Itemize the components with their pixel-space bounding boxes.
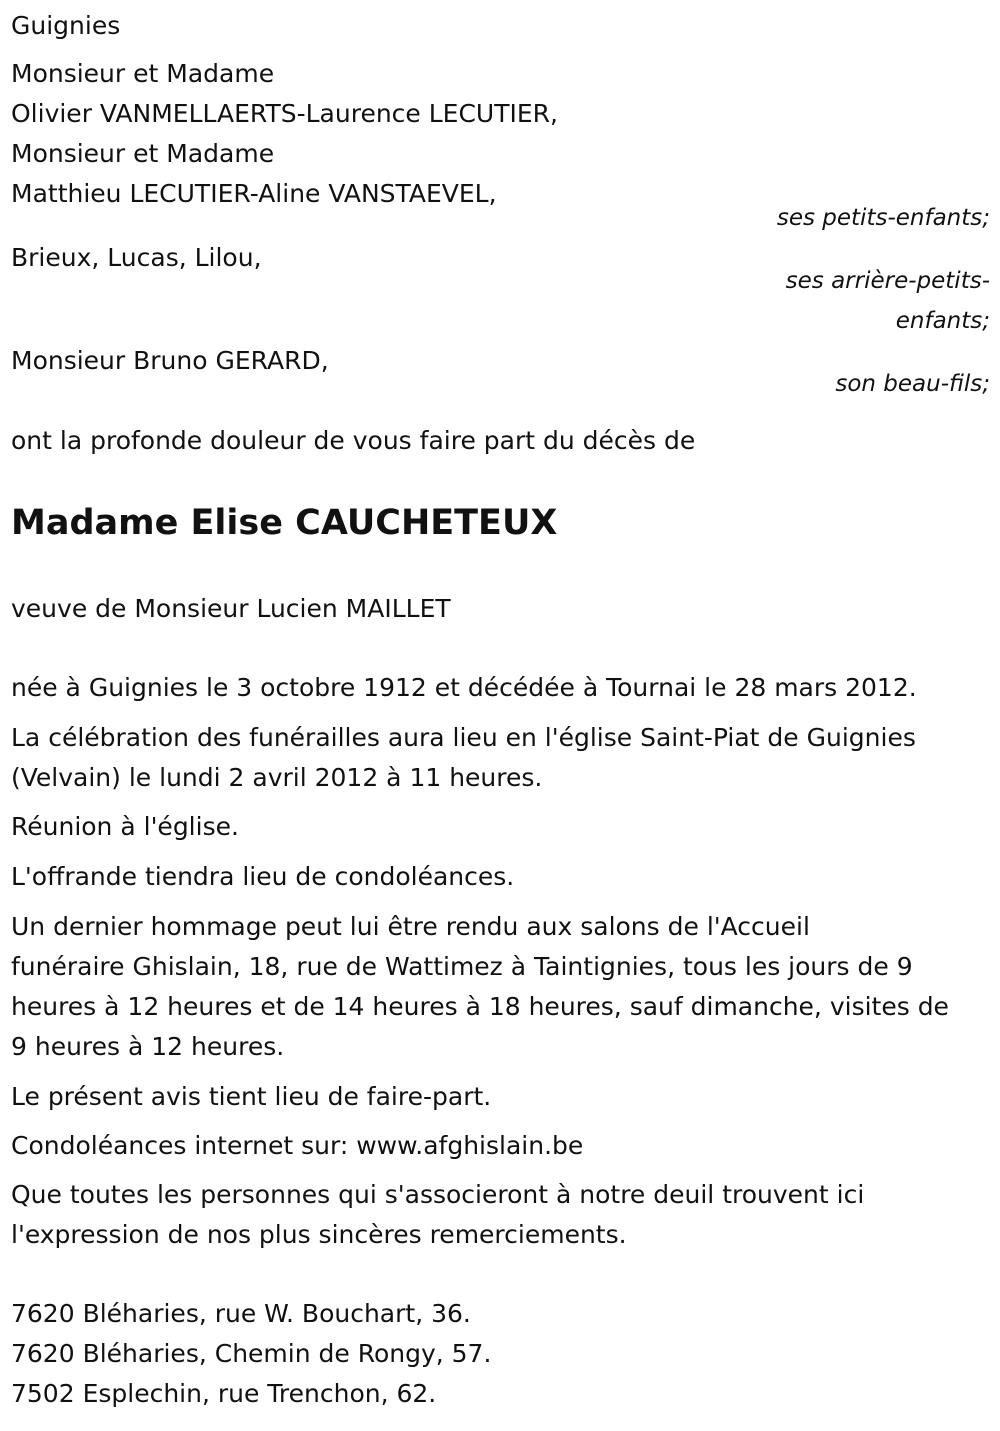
tribute-details [11, 907, 991, 1067]
widow-of: veuve de Monsieur Lucien MAILLET [11, 594, 451, 623]
family-line: Matthieu LECUTIER-Aline VANSTAEVEL, [11, 179, 497, 208]
son-in-law-role: son beau-fils; [835, 371, 990, 397]
son-in-law-name: Monsieur Bruno GERARD, [11, 346, 329, 375]
addresses-list [11, 1294, 491, 1414]
village-heading: Guignies [11, 11, 121, 40]
funeral-details [11, 718, 991, 798]
family-line: Monsieur et Madame [11, 59, 275, 88]
family-line: Olivier VANMELLAERTS-Laurence LECUTIER, [11, 99, 558, 128]
tribute-line: Un dernier hommage peut lui être rendu aux salons de l'Accueil [11, 912, 810, 941]
meeting-place: Réunion à l'église. [11, 812, 239, 841]
tribute-line: heures à 12 heures et de 14 heures à 18 heures, sauf dimanche, visites de [11, 992, 949, 1021]
great-grandchildren-role-line-1: ses arrière-petits- [785, 268, 990, 294]
great-grandchildren-role-line-2: enfants; [895, 308, 990, 334]
thanks-line: Que toutes les personnes qui s'associeront à notre deuil trouvent ici [11, 1180, 865, 1209]
funeral-line: La célébration des funérailles aura lieu en l'église Saint-Piat de Guignies [11, 723, 916, 752]
thanks-message [11, 1175, 991, 1255]
announcement-intro: ont la profonde douleur de vous faire part du décès de [11, 426, 696, 455]
notice-text: Le présent avis tient lieu de faire-part. [11, 1082, 492, 1111]
tribute-line: funéraire Ghislain, 18, rue de Wattimez à Taintignies, tous les jours de 9 [11, 952, 913, 981]
grandchildren-role: ses petits-enfants; [776, 205, 990, 231]
thanks-line: l'expression de nos plus sincères remerciements. [11, 1220, 627, 1249]
condolences-text: Condoléances internet sur: www.afghislain.be [11, 1131, 584, 1160]
offering-note: L'offrande tiendra lieu de condoléances. [11, 862, 515, 891]
family-line: Monsieur et Madame [11, 139, 275, 168]
funeral-line: (Velvain) le lundi 2 avril 2012 à 11 heures. [11, 763, 543, 792]
great-grandchildren-names: Brieux, Lucas, Lilou, [11, 243, 262, 272]
address-line: 7502 Esplechin, rue Trenchon, 62. [11, 1379, 437, 1408]
address-line: 7620 Bléharies, rue W. Bouchart, 36. [11, 1299, 471, 1328]
grandchildren-names [11, 54, 558, 214]
address-line: 7620 Bléharies, Chemin de Rongy, 57. [11, 1339, 492, 1368]
birth-death-dates: née à Guignies le 3 octobre 1912 et décédée à Tournai le 28 mars 2012. [11, 673, 917, 702]
tribute-line: 9 heures à 12 heures. [11, 1032, 285, 1061]
deceased-name: Madame Elise CAUCHETEUX [11, 503, 558, 543]
